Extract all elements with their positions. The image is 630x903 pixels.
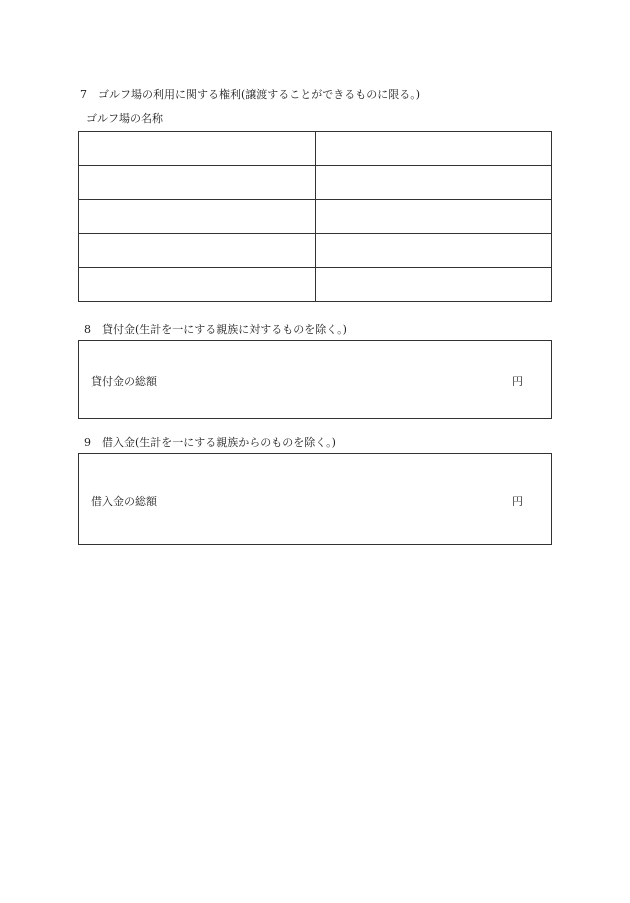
table-row bbox=[79, 234, 552, 268]
golf-course-detail-cell[interactable] bbox=[315, 234, 552, 268]
golf-course-detail-cell[interactable] bbox=[315, 200, 552, 234]
table-row bbox=[79, 166, 552, 200]
borrowings-total-label: 借入金の総額 bbox=[91, 495, 157, 508]
loans-receivable-box bbox=[78, 340, 552, 419]
borrowings-box bbox=[78, 453, 552, 545]
loans-receivable-total-label: 貸付金の総額 bbox=[91, 375, 157, 388]
golf-course-detail-cell[interactable] bbox=[315, 166, 552, 200]
golf-course-detail-cell[interactable] bbox=[315, 268, 552, 302]
golf-course-name-cell[interactable] bbox=[79, 132, 316, 166]
golf-course-name-heading: ゴルフ場の名称 bbox=[86, 112, 163, 125]
table-row bbox=[79, 268, 552, 302]
yen-unit: 円 bbox=[512, 495, 523, 508]
table-row bbox=[79, 200, 552, 234]
golf-rights-table bbox=[78, 131, 552, 302]
section-7-title: 7 ゴルフ場の利用に関する権利(譲渡することができるものに限る。) bbox=[80, 88, 421, 101]
golf-course-name-cell[interactable] bbox=[79, 234, 316, 268]
table-row bbox=[79, 132, 552, 166]
yen-unit: 円 bbox=[512, 375, 523, 388]
golf-course-name-cell[interactable] bbox=[79, 268, 316, 302]
section-8-title: 8 貸付金(生計を一にする親族に対するものを除く。) bbox=[84, 323, 347, 336]
golf-course-detail-cell[interactable] bbox=[315, 132, 552, 166]
golf-course-name-cell[interactable] bbox=[79, 166, 316, 200]
section-9-title: 9 借入金(生計を一にする親族からのものを除く。) bbox=[84, 436, 336, 449]
golf-course-name-cell[interactable] bbox=[79, 200, 316, 234]
